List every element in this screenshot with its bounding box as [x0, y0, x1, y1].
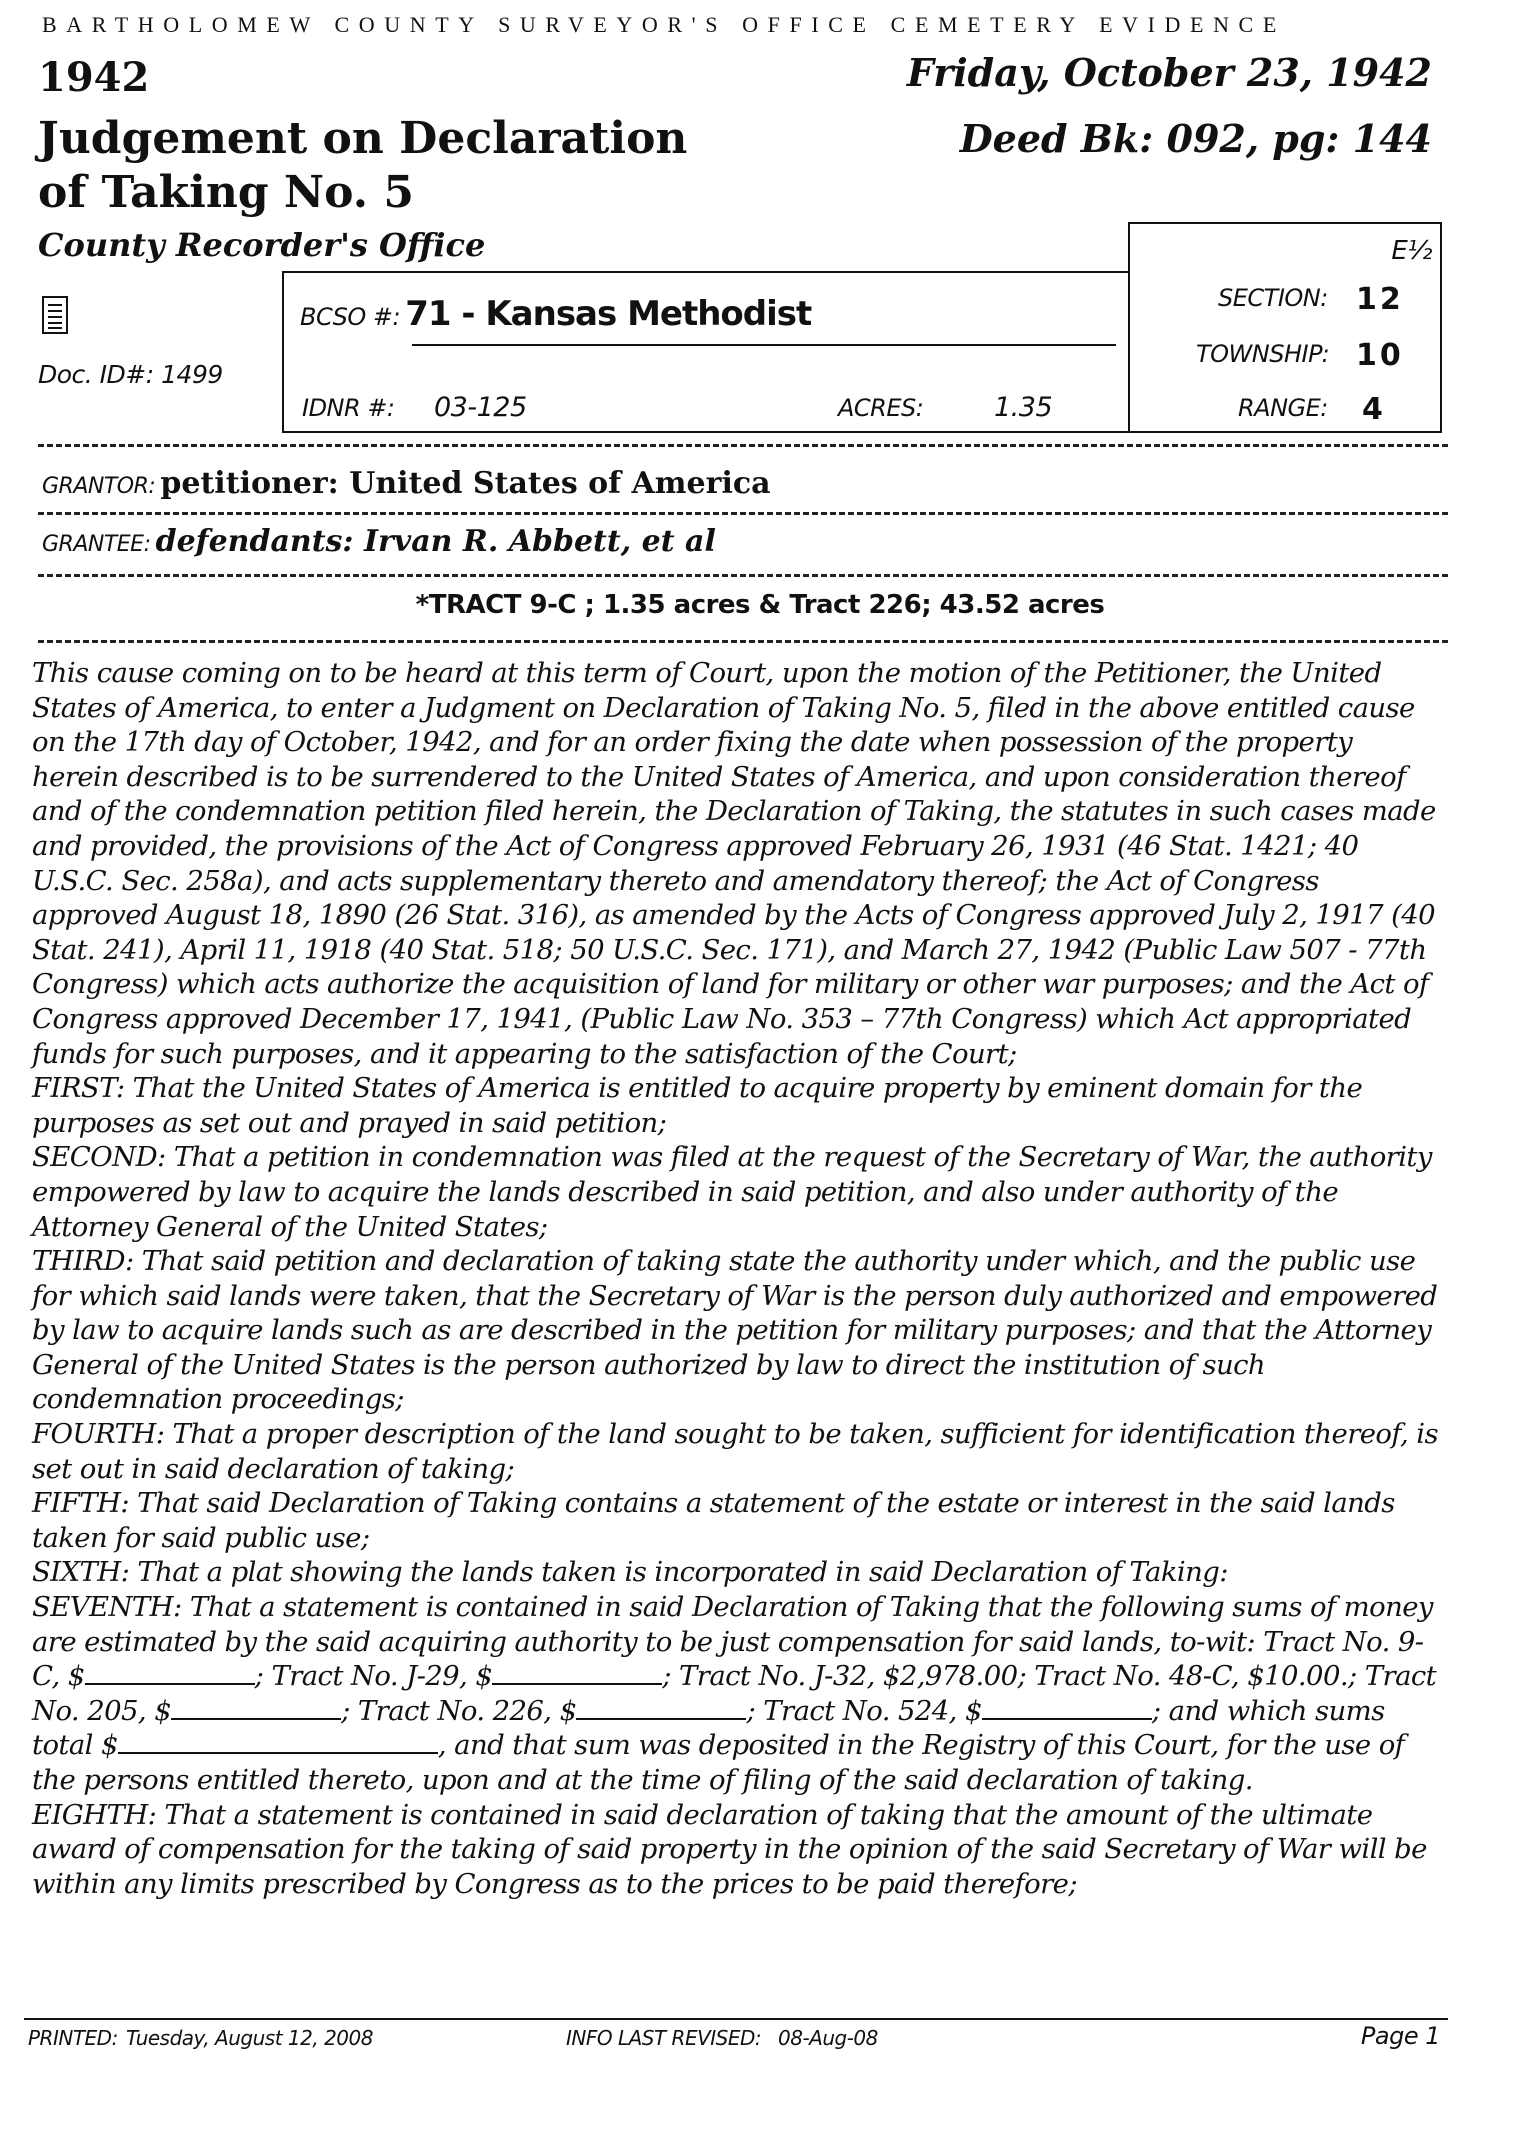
- grantor-row: [42, 466, 771, 501]
- judgement-text: [32, 656, 1442, 1901]
- legal-box-left: [1128, 222, 1130, 433]
- acres-label: ACRES:: [838, 394, 924, 422]
- blank-line: [118, 1728, 438, 1754]
- aliquot: E½: [1391, 236, 1432, 266]
- township-value: 10: [1356, 338, 1404, 373]
- paragraph-eighth: EIGHTH: That a statement is contained in said declaration of taking that the amount of the ultimate award of compensation for the taking of said property in the opinion of the said Secretary of War will be within any limits prescribed by Congress as to the prices to be paid therefore;: [32, 1798, 1427, 1900]
- deed-reference: Deed Bk: 092, pg: 144: [959, 116, 1432, 161]
- seventh-text: ; Tract No. 226, $: [341, 1694, 577, 1727]
- grantee-value: defendants: Irvan R. Abbett, et al: [155, 524, 716, 559]
- range-label: RANGE:: [1238, 394, 1328, 422]
- bcso-label: BCSO #:: [300, 303, 401, 331]
- township-label: TOWNSHIP:: [1196, 340, 1330, 368]
- paragraph-fifth: FIFTH: That said Declaration of Taking contains a statement of the estate or interest in the said lands taken for said public use;: [32, 1487, 1395, 1554]
- box-left-line: [282, 271, 284, 433]
- seventh-text: ; Tract No. J-32, $2,978.00; Tract No. 48-C, $10.00.; Tract No. 205, $: [32, 1660, 1437, 1727]
- paragraph-sixth: SIXTH: That a plat showing the lands taken is incorporated in said Declaration of Taking:: [32, 1556, 1228, 1589]
- blank-line: [982, 1694, 1152, 1720]
- blank-line: [171, 1694, 341, 1720]
- bcso-underline: [412, 344, 1116, 346]
- divider: [38, 574, 1448, 577]
- divider: [38, 444, 1448, 447]
- paragraph-second: SECOND: That a petition in condemnation was filed at the request of the Secretary of War, the authority empowered by law to acquire the lands described in said petition, and also under authority of the Attorney General of the United States;: [32, 1141, 1432, 1243]
- box-bottom-line: [282, 431, 1442, 433]
- seventh-text: ; and which sums total $: [32, 1694, 1385, 1762]
- doc-id-label: Doc. ID#:: [38, 360, 154, 389]
- seventh-text: , and that sum was deposited in the Registry of this Court, for the use of the persons entitled thereto, upon and at the time of filing of the said declaration of taking.: [32, 1729, 1405, 1796]
- printed-date: Tuesday, August 12, 2008: [126, 2026, 373, 2050]
- grantor-label: GRANTOR:: [42, 474, 156, 499]
- blank-line: [85, 1659, 255, 1685]
- section-label: SECTION:: [1218, 284, 1328, 312]
- document-icon: [42, 296, 68, 334]
- idnr-label: IDNR #:: [302, 394, 395, 422]
- document-date: Friday, October 23, 1942: [906, 50, 1432, 95]
- doc-id-value: 1499: [161, 360, 223, 389]
- seventh-text: SEVENTH: That a statement is contained in said Declaration of Taking that the following sums of money are estimated by the said acquiring authority to be just compensation for said lands, to-wit: Tract No. 9-C, $: [32, 1591, 1433, 1693]
- seventh-text: ; Tract No. J-29, $: [254, 1660, 493, 1693]
- page-title: Judgement on Declaration of Taking No. 5: [38, 113, 688, 218]
- section-value: 12: [1356, 282, 1404, 317]
- idnr-value: 03-125: [434, 392, 527, 423]
- divider: [38, 640, 1448, 643]
- grantee-label: GRANTEE:: [42, 532, 151, 557]
- bcso-field: [300, 294, 811, 334]
- page-number: Page 1: [1360, 2022, 1440, 2050]
- paragraph-third: THIRD: That said petition and declaration of taking state the authority under which, and the public use for which said lands were taken, that the Secretary of War is the person duly authorized and empowered by law to acquire lands such as are described in the petition for military purposes; and that the Attorney General of the United States is the person authorized by law to direct the institution of such condemnation proceedings;: [32, 1245, 1438, 1416]
- office-name: County Recorder's Office: [38, 226, 486, 264]
- footer-rule: [24, 2018, 1448, 2020]
- doc-id: [38, 360, 223, 389]
- paragraph-preamble: This cause coming on to be heard at this term of Court, upon the motion of the Petitioner, the United States of America, to enter a Judgment on Declaration of Taking No. 5, filed in the above entitled cause on the 17th day of October, 1942, and for an order fixing the date when possession of the property herein described is to be surrendered to the United States of America, and upon consideration thereof and of the condemnation petition filed herein, the Declaration of Taking, the statutes in such cases made and provided, the provisions of the Act of Congress approved February 26, 1931 (46 Stat. 1421; 40 U.S.C. Sec. 258a), and acts supplementary thereto and amendatory thereof; the Act of Congress approved August 18, 1890 (26 Stat. 316), as amended by the Acts of Congress approved July 2, 1917 (40 Stat. 241), April 11, 1918 (40 Stat. 518; 50 U.S.C. Sec. 171), and March 27, 1942 (Public Law 507 - 77th Congress) which acts authorize the acquisition of land for military or other war purposes; and the Act of Congress approved December 17, 1941, (Public Law No. 353 – 77th Congress) which Act appropriated funds for such purposes, and it appearing to the satisfaction of the Court;: [32, 657, 1436, 1070]
- revised-date: 08-Aug-08: [778, 2026, 878, 2050]
- revised-label: INFO LAST REVISED:: [566, 2026, 762, 2050]
- grantor-value: petitioner: United States of America: [160, 466, 771, 501]
- paragraph-seventh: [32, 1590, 1442, 1798]
- seventh-text: ; Tract No. 524, $: [746, 1694, 982, 1727]
- paragraph-first: FIRST: That the United States of America is entitled to acquire property by eminent domain for the purposes as set out and prayed in said petition;: [32, 1072, 1363, 1139]
- legal-box-right: [1440, 222, 1442, 433]
- divider: [38, 512, 1448, 515]
- paragraph-fourth: FOURTH: That a proper description of the land sought to be taken, sufficient for identification thereof, is set out in said declaration of taking;: [32, 1418, 1438, 1485]
- tract-summary: *TRACT 9-C ; 1.35 acres & Tract 226; 43.52 acres: [415, 590, 1105, 620]
- grantee-row: [42, 524, 716, 559]
- year: 1942: [38, 54, 150, 101]
- acres-value: 1.35: [994, 392, 1053, 423]
- blank-line: [576, 1694, 746, 1720]
- box-top-line: [282, 271, 1128, 273]
- bcso-value: 71 - Kansas Methodist: [405, 294, 812, 334]
- range-value: 4: [1362, 392, 1383, 427]
- blank-line: [492, 1659, 662, 1685]
- legal-box-top: [1128, 222, 1442, 224]
- printed-label: PRINTED:: [28, 2026, 118, 2050]
- banner: BARTHOLOMEW COUNTY SURVEYOR'S OFFICE CEMETERY EVIDENCE: [42, 12, 1286, 37]
